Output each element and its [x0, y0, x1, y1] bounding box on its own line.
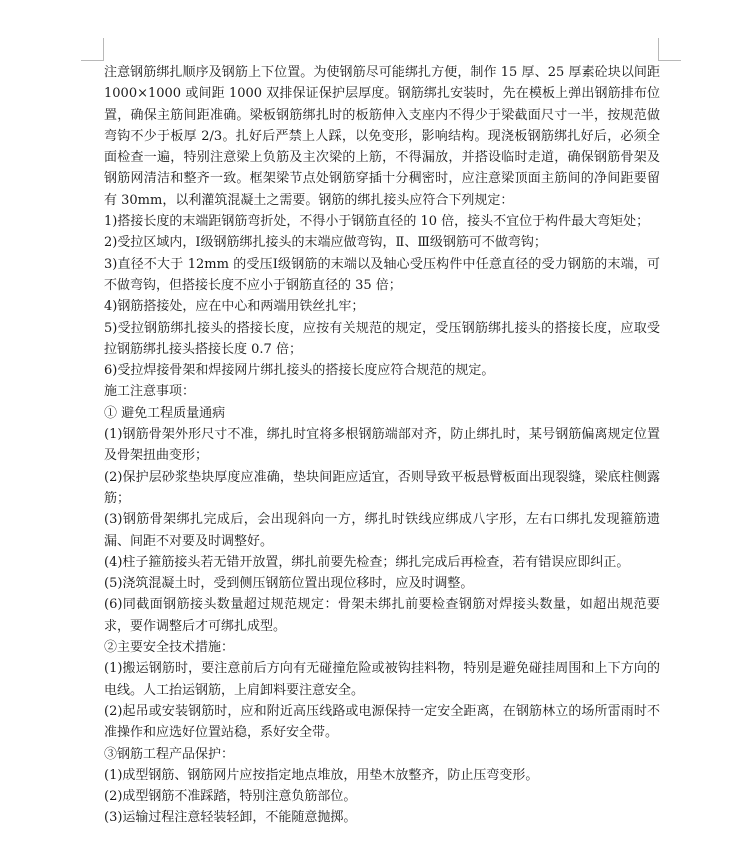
paragraph-protection-2: (2)成型钢筋不准踩踏，特别注意负筋部位。 [104, 789, 357, 805]
paragraph-intro: 注意钢筋绑扎顺序及钢筋上下位置。为使钢筋尽可能绑扎方便，制作 15 厚、25 厚素砼块以间距 1000×1000 或间距 1000 双排保证保护层厚度。钢筋绑扎安装时，先在模板上弹出钢筋排布位置，确保主筋间距准确。梁板钢筋绑扎时的板筋伸入支座内不得少于梁截面尺寸一半，按规范做弯钩不少于板厚 2/3。扎好后严禁上人踩，以免变形，影响结构。现浇板钢筋绑扎好后，必须全面检查一遍，特别注意梁上负筋及主次梁的上筋，不得漏放，并搭设临时走道，确保钢筋骨架及钢筋网清洁和整齐一致。框架梁节点处钢筋穿插十分稠密时，应注意梁顶面主筋间的净间距要留有 30mm，以利灌筑混凝土之需要。钢筋的绑扎接头应符合下列规定： [104, 65, 660, 208]
paragraph-quality-6: (6)同截面钢筋接头数量超过规范规定：骨架未绑扎前要检查钢筋对焊接头数量，如超出规范要求，要作调整后才可绑扎成型。 [104, 597, 660, 634]
subsection-heading-quality: ① 避免工程质量通病 [104, 405, 226, 421]
paragraph-rule-5: 5)受拉钢筋绑扎接头的搭接长度，应按有关规范的规定，受压钢筋绑扎接头的搭接长度，应取受拉钢筋绑扎接头搭接长度 0.7 倍； [104, 320, 660, 357]
paragraph-quality-1: (1)钢筋骨架外形尺寸不准，绑扎时宜将多根钢筋端部对齐，防止绑扎时，某号钢筋偏离规定位置及骨架扭曲变形； [104, 427, 660, 464]
subsection-heading-safety: ②主要安全技术措施： [104, 640, 235, 656]
paragraph-protection-3: (3)运输过程注意轻装轻卸，不能随意抛掷。 [104, 810, 357, 826]
paragraph-rule-2: 2)受拉区域内，Ⅰ级钢筋绑扎接头的末端应做弯钩，Ⅱ、Ⅲ级钢筋可不做弯钩； [104, 235, 547, 251]
document-body [104, 62, 660, 829]
paragraph-protection-1: (1)成型钢筋、钢筋网片应按指定地点堆放，用垫木放整齐，防止压弯变形。 [104, 767, 539, 783]
crop-mark-top-right [658, 38, 681, 61]
subsection-heading-protection: ③钢筋工程产品保护： [104, 746, 235, 762]
paragraph-quality-5: (5)浇筑混凝土时，受到侧压钢筋位置出现位移时，应及时调整。 [104, 576, 474, 592]
paragraph-safety-1: (1)搬运钢筋时，要注意前后方向有无碰撞危险或被钩挂料物，特别是避免碰挂周围和上下方向的电线。人工抬运钢筋，上肩卸料要注意安全。 [104, 661, 660, 698]
paragraph-rule-3: 3)直径不大于 12mm 的受压Ⅰ级钢筋的末端以及轴心受压构件中任意直径的受力钢筋的末端，可不做弯钩，但搭接长度不应小于钢筋直径的 35 倍； [104, 256, 660, 293]
paragraph-quality-3: (3)钢筋骨架绑扎完成后，会出现斜向一方，绑扎时铁线应绑成八字形，左右口绑扎发现箍筋遗漏、间距不对要及时调整好。 [104, 512, 660, 549]
paragraph-rule-4: 4)钢筋搭接处，应在中心和两端用铁丝扎牢； [104, 299, 365, 315]
paragraph-safety-2: (2)起吊或安装钢筋时，应和附近高压线路或电源保持一定安全距离，在钢筋林立的场所雷雨时不准操作和应选好位置站稳，系好安全带。 [104, 703, 660, 741]
paragraph-quality-2: (2)保护层砂浆垫块厚度应准确，垫块间距应适宜，否则导致平板悬臂板面出现裂缝，梁底柱侧露筋； [104, 469, 660, 506]
paragraph-rule-1: 1)搭接长度的末端距钢筋弯折处，不得小于钢筋直径的 10 倍，接头不宜位于构件最大弯矩处； [104, 214, 650, 230]
paragraph-quality-4: (4)柱子箍筋接头若无错开放置，绑扎前要先检查；绑扎完成后再检查，若有错误应即纠正。 [104, 554, 630, 570]
crop-mark-top-left [81, 38, 104, 61]
section-heading-notes: 施工注意事项： [104, 384, 196, 400]
paragraph-rule-6: 6)受拉焊接骨架和焊接网片绑扎接头的搭接长度应符合规范的规定。 [104, 363, 495, 379]
